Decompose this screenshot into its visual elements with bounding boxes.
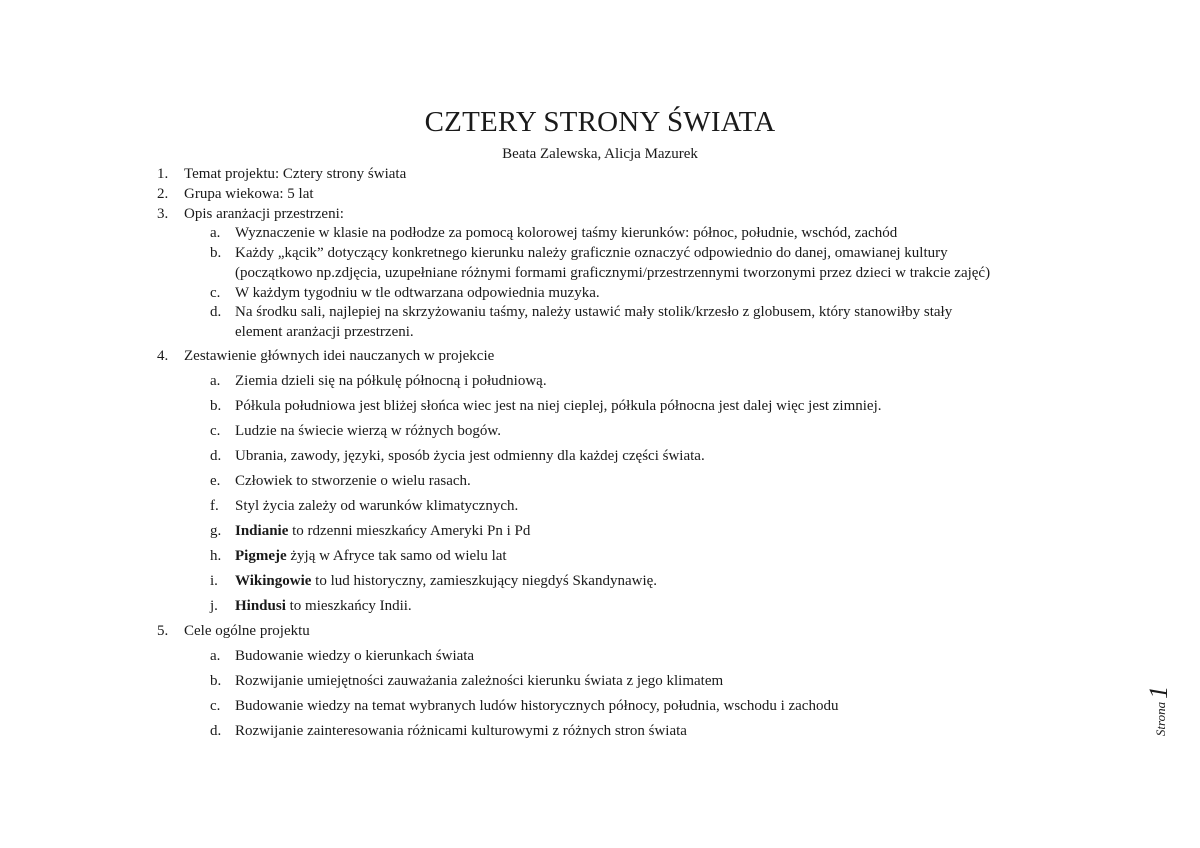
list-item [235,547,507,566]
list-item-letter: b. [210,398,222,414]
section-heading: Temat projektu: Cztery strony świata [184,166,407,182]
list-item-letter: d. [210,723,222,739]
list-item-bold-term: Wikingowie [235,573,312,589]
list-item-letter: j. [210,598,218,614]
list-item-letter: c. [210,423,221,439]
list-item-letter: e. [210,473,221,489]
section-heading: Cele ogólne projektu [184,623,310,639]
list-item-text: Styl życia zależy od warunków klimatycznych. [235,498,519,514]
section-number: 3. [157,206,169,222]
list-item-text: Rozwijanie umiejętności zauważania zależności kierunku świata z jego klimatem [235,673,724,689]
list-item-letter: i. [210,573,218,589]
list-item-text: (początkowo np.zdjęcia, uzupełniane różnymi formami graficznymi/przestrzennymi tworzonymi przez dzieci w trakcie zajęć) [235,265,991,281]
list-item-bold-term: Pigmeje [235,548,287,564]
list-item-letter: a. [210,373,221,389]
list-item-text: Każdy „kącik” dotyczący konkretnego kierunku należy graficznie oznaczyć odpowiednio do danej, omawianej kultury [235,245,948,261]
page-label: Strona [1153,701,1168,737]
list-item-letter: f. [210,498,219,514]
list-item-letter: a. [210,225,221,241]
list-item-text: to mieszkańcy Indii. [285,598,412,614]
section-number: 5. [157,623,169,639]
list-item-text: Wyznaczenie w klasie na podłodze za pomocą kolorowej taśmy kierunków: północ, południe, wschód, zachód [235,225,898,241]
list-item-text: Półkula południowa jest bliżej słońca wiec jest na niej cieplej, półkula północna jest dalej więc jest zimniej. [235,398,882,414]
list-item-bold-term: Indianie [235,523,289,539]
list-item-text: Ubrania, zawody, języki, sposób życia jest odmienny dla każdej części świata. [235,448,705,464]
list-item-text: Człowiek to stworzenie o wielu rasach. [235,473,471,489]
list-item-text: element aranżacji przestrzeni. [235,324,414,340]
list-item-letter: b. [210,245,222,261]
list-item-letter: b. [210,673,222,689]
list-item-text: to lud historyczny, zamieszkujący niegdyś Skandynawię. [311,573,658,589]
section-number: 1. [157,166,169,182]
section-heading: Zestawienie głównych idei nauczanych w projekcie [184,348,495,364]
list-item-text: Ludzie na świecie wierzą w różnych bogów. [235,423,502,439]
document-title: CZTERY STRONY ŚWIATA [424,106,776,138]
section-number: 4. [157,348,169,364]
list-item-letter: a. [210,648,221,664]
list-item-letter: g. [210,523,222,539]
section-heading: Opis aranżacji przestrzeni: [184,206,344,222]
list-item-letter: d. [210,448,222,464]
list-item-bold-term: Hindusi [235,598,286,614]
list-item-text: Ziemia dzieli się na półkulę północną i południową. [235,373,547,389]
list-item [235,522,530,541]
list-item-text: żyją w Afryce tak samo od wielu lat [286,548,507,564]
list-item-text: Budowanie wiedzy na temat wybranych ludów historycznych północy, południa, wschodu i zachodu [235,698,839,714]
page-number: 1 [1144,685,1173,699]
list-item-letter: c. [210,698,221,714]
list-item-text: Na środku sali, najlepiej na skrzyżowaniu taśmy, należy ustawić mały stolik/krzesło z globusem, który stanowiłby stały [235,304,953,320]
list-item-letter: c. [210,285,221,301]
page-number-footer [1144,676,1173,746]
list-item-text: W każdym tygodniu w tle odtwarzana odpowiednia muzyka. [235,285,600,301]
document-authors: Beata Zalewska, Alicja Mazurek [502,146,698,162]
list-item-text: to rdzenni mieszkańcy Ameryki Pn i Pd [288,523,531,539]
list-item-letter: d. [210,304,222,320]
list-item [235,597,412,616]
section-number: 2. [157,186,169,202]
list-item-letter: h. [210,548,222,564]
list-item [235,572,657,591]
list-item-text: Budowanie wiedzy o kierunkach świata [235,648,475,664]
section-heading: Grupa wiekowa: 5 lat [184,186,314,202]
list-item-text: Rozwijanie zainteresowania różnicami kulturowymi z różnych stron świata [235,723,687,739]
